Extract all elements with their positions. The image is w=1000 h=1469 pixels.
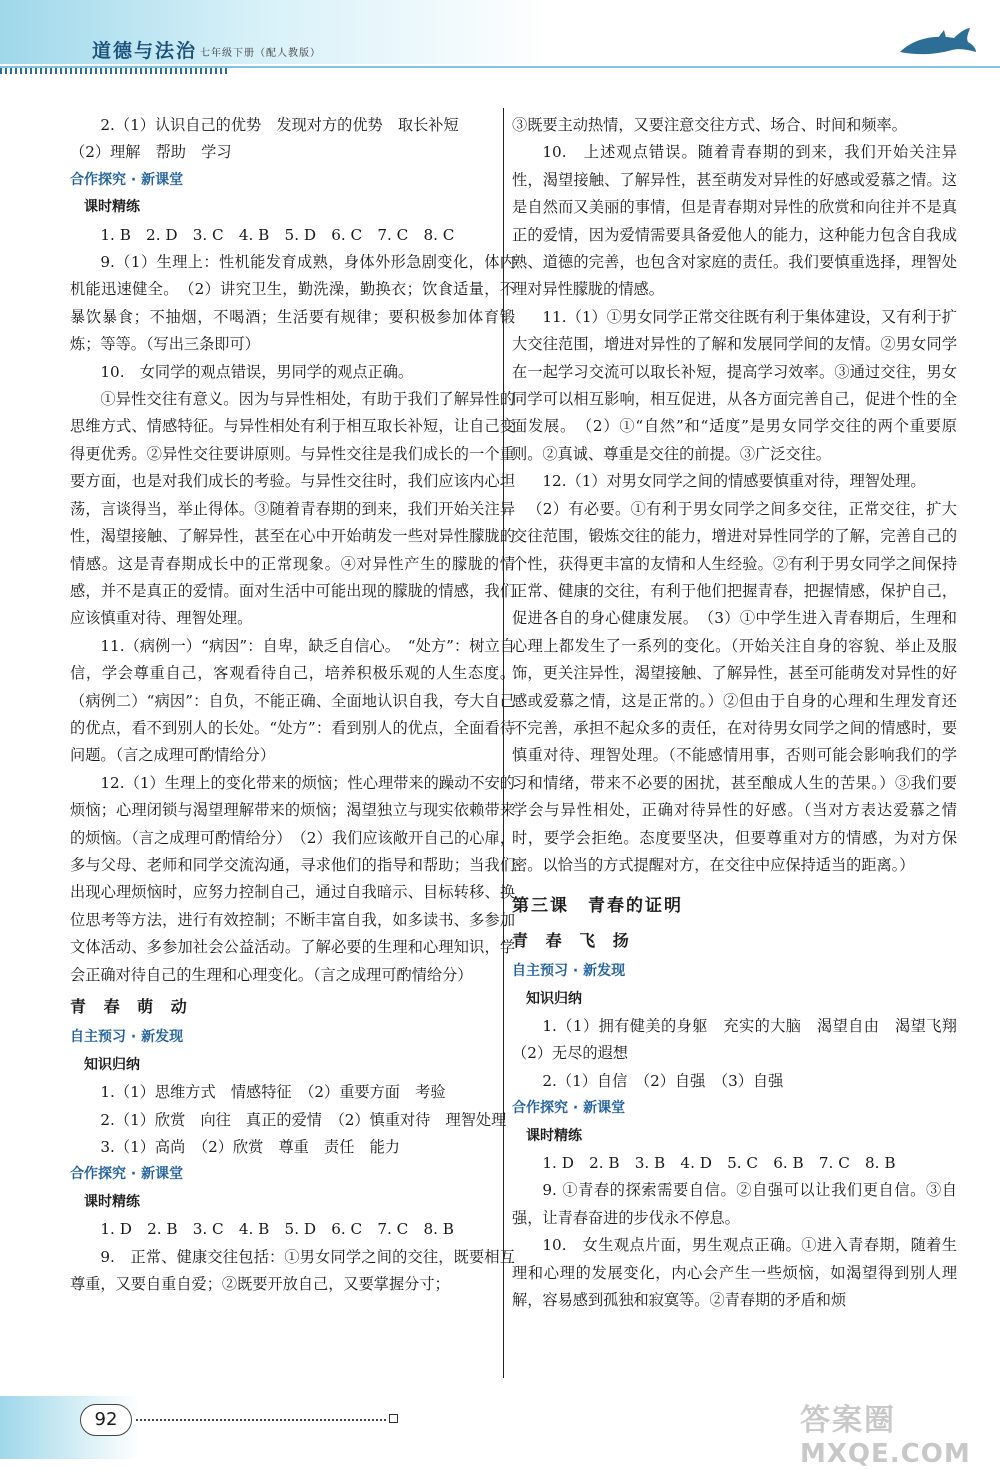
text-paragraph: 1. B 2. D 3. C 4. B 5. D 6. C 7. C 8. C xyxy=(100,225,455,244)
text-paragraph: 12.（1）对男女同学之间的情感要慎重对待，理智处理。 xyxy=(542,472,926,491)
text-paragraph: ③既要主动热情，又要注意交往方式、场合、时间和频率。 xyxy=(512,116,907,134)
lesson-title: 第三课 青春的证明 xyxy=(512,896,683,917)
text-paragraph: 2.（1）欣赏 向往 真正的爱情 （2）慎重对待 理智处理 xyxy=(100,1110,507,1129)
text-paragraph: 1.（1）拥有健美的身躯 充实的大脑 渴望自由 渴望飞翔 （2）无尽的遐想 xyxy=(512,1017,973,1063)
text-paragraph: （2）理解 帮助 学习 xyxy=(70,143,232,162)
header-ticks xyxy=(0,68,230,74)
text-paragraph: 11.（1）①男女同学正常交往既有利于集体建设，又有利于扩大交往范围，增进对异性的了解和发展同学间的友情。②男女同学在一起学习交流可以取长补短，提高学习效率。③通过交往，男女同学可以相互影响，相互促进，从各方面完善自己，促进个性的全面发展。 （2）①“自然”和“适度”是男女同学交往的两个重要原则。②真诚、尊重是交往的前提。③广泛交往。 xyxy=(512,307,957,463)
section-heading: 自主预习 · 新发现 xyxy=(70,1029,184,1046)
section-heading: 自主预习 · 新发现 xyxy=(512,963,626,980)
text-paragraph: 10. 女同学的观点错误，男同学的观点正确。 xyxy=(100,362,414,381)
subsection-heading: 课时精练 xyxy=(84,199,140,216)
subsection-heading: 课时精练 xyxy=(84,1193,140,1210)
right-column xyxy=(512,112,973,1314)
section-heading: 合作探究 · 新课堂 xyxy=(70,171,184,188)
topic-title: 青 春 飞 扬 xyxy=(512,930,635,950)
text-paragraph: 3.（1）高尚 （2）欣赏 尊重 责任 能力 xyxy=(100,1138,400,1157)
text-paragraph: 1.（1）思维方式 情感特征 （2）重要方面 考验 xyxy=(100,1083,446,1102)
section-heading: 合作探究 · 新课堂 xyxy=(512,1100,626,1117)
subsection-heading: 知识归纳 xyxy=(526,990,582,1007)
text-paragraph: 2.（1）自信 （2）自强 （3）自强 xyxy=(542,1071,784,1090)
text-paragraph: 2.（1）认识自己的优势 发现对方的优势 取长补短 xyxy=(100,116,459,134)
text-paragraph: （2）有必要。①有利于男女同学之间多交往，正常交往，扩大交往范围，锻炼交往的能力，增进对异性同学的了解，完善自己的个性，获得更丰富的友情和人生经验。②有利于男女同学之间保持正常、健康的交往，有利于他们把握青春，把握情感，保护自己，促进各自的身心健康发展。 （3）①中学生进入青春期后，生理和心理上都发生了一系列的变化。（开始关注自身的容貌、举止及服饰，更关注异性，渴望接触、了解异性，甚至可能萌发对异性的好感或爱慕之情，这是正常的。）②但由于自身的心理和生理发育还不完善，承担不起众多的责任，在对待男女同学之间的情感时，要慎重对待、理智处理。（不能感情用事，否则可能会影响我们的学习和情绪，带来不必要的困扰，甚至酿成人生的苦果。）③我们要学会与异性相处，正确对待异性的好感。（当对方表达爱慕之情时，要学会拒绝。态度要坚决，但要尊重对方的情感，为对方保密。以恰当的方式提醒对方，在交往中应保持适当的距离。） xyxy=(512,499,957,874)
page-header xyxy=(0,0,1000,80)
text-paragraph: ①异性交往有意义。因为与异性相处，有助于我们了解异性的思维方式、情感特征。与异性相处有利于相互取长补短，让自己变得更优秀。②异性交往要讲原则。与异性交往是我们成长的一个重要方面，也是对我们成长的考验。与异性交往时，我们应该内心坦荡，言谈得当，举止得体。③随着青春期的到来，我们开始关注异性，渴望接触、了解异性，甚至在心中开始萌发一些对异性朦胧的情感。这是青春期成长中的正常现象。④对异性产生的朦胧的情感，并不是真正的爱情。面对生活中可能出现的朦胧的情感，我们应该慎重对待、理智处理。 xyxy=(70,390,515,628)
watermark xyxy=(800,1395,971,1469)
watermark-line2: MXQE.COM xyxy=(800,1439,971,1469)
dolphin-icon xyxy=(898,26,978,62)
text-paragraph: 11.（病例一）“病因”：自卑，缺乏自信心。 “处方”：树立自信，学会尊重自己，客观看待自己，培养积极乐观的人生态度。（病例二）“病因”：自负，不能正确、全面地认识自我，夸大自己的优点，看不到别人的长处。“处方”：看到别人的优点，全面看待问题。（言之成理可酌情给分） xyxy=(70,636,515,765)
subsection-heading: 课时精练 xyxy=(526,1127,582,1144)
section-heading: 合作探究 · 新课堂 xyxy=(70,1166,184,1183)
header-title: 道德与法治 xyxy=(92,40,198,62)
text-paragraph: 9.（1）生理上：性机能发育成熟，身体外形急剧变化，体内机能迅速健全。 （2）讲究卫生，勤洗澡，勤换衣；饮食适量，不暴饮暴食；不抽烟，不喝酒；生活要有规律；要积极参加体育锻炼；等等。（写出三条即可） xyxy=(70,253,515,354)
text-paragraph: 1. D 2. B 3. B 4. D 5. C 6. B 7. C 8. B xyxy=(542,1154,896,1173)
topic-title: 青 春 萌 动 xyxy=(70,997,193,1016)
text-paragraph: 1. D 2. B 3. C 4. B 5. D 6. C 7. C 8. B xyxy=(100,1220,454,1239)
footer-square-icon xyxy=(389,1414,398,1423)
left-column xyxy=(70,112,515,1298)
text-paragraph: 9. 正常、健康交往包括：①男女同学之间的交往，既要相互尊重，又要自重自爱；②既要开放自己，又要掌握分寸； xyxy=(70,1247,515,1294)
text-paragraph: 10. 女生观点片面，男生观点正确。①进入青春期，随着生理和心理的发展变化，内心会产生一些烦恼，如渴望得到别人理解，容易感到孤独和寂寞等。②青春期的矛盾和烦 xyxy=(512,1236,957,1310)
page-number: 92 xyxy=(80,1404,132,1436)
text-paragraph: 12.（1）生理上的变化带来的烦恼；性心理带来的躁动不安的烦恼；心理闭锁与渴望理解带来的烦恼；渴望独立与现实依赖带来的烦恼。（言之成理可酌情给分） （2）我们应该敞开自己的心扉，多与父母、老师和同学交流沟通，寻求他们的指导和帮助；当我们出现心理烦恼时，应努力控制自己，通过自我暗示、目标转移、换位思考等方法，进行有效控制；不断丰富自我，如多读书、多参加文体活动、多参加社会公益活动。了解必要的生理和心理知识，学会正确对待自己的生理和心理变化。（言之成理可酌情给分） xyxy=(70,773,515,984)
text-paragraph: 9. ①青春的探索需要自信。②自强可以让我们更自信。③自强，让青春奋进的步伐永不停息。 xyxy=(512,1181,957,1227)
text-paragraph: 10. 上述观点错误。随着青春期的到来，我们开始关注异性，渴望接触、了解异性，甚至萌发对异性的好感或爱慕之情。这是自然而又美丽的事情，但是青春期对异性的欣赏和向往并不是真正的爱情，因为爱情需要具备爱他人的能力，这种能力包含自我成熟、道德的完善，也包含对家庭的责任。我们要慎重选择，理智处理对异性朦胧的情感。 xyxy=(512,143,957,299)
subsection-heading: 知识归纳 xyxy=(84,1056,140,1073)
header-subtitle: 七年级下册（配人教版） xyxy=(200,48,321,59)
watermark-line1: 答案圈 xyxy=(800,1403,896,1438)
footer-dotted-rule xyxy=(136,1419,386,1421)
